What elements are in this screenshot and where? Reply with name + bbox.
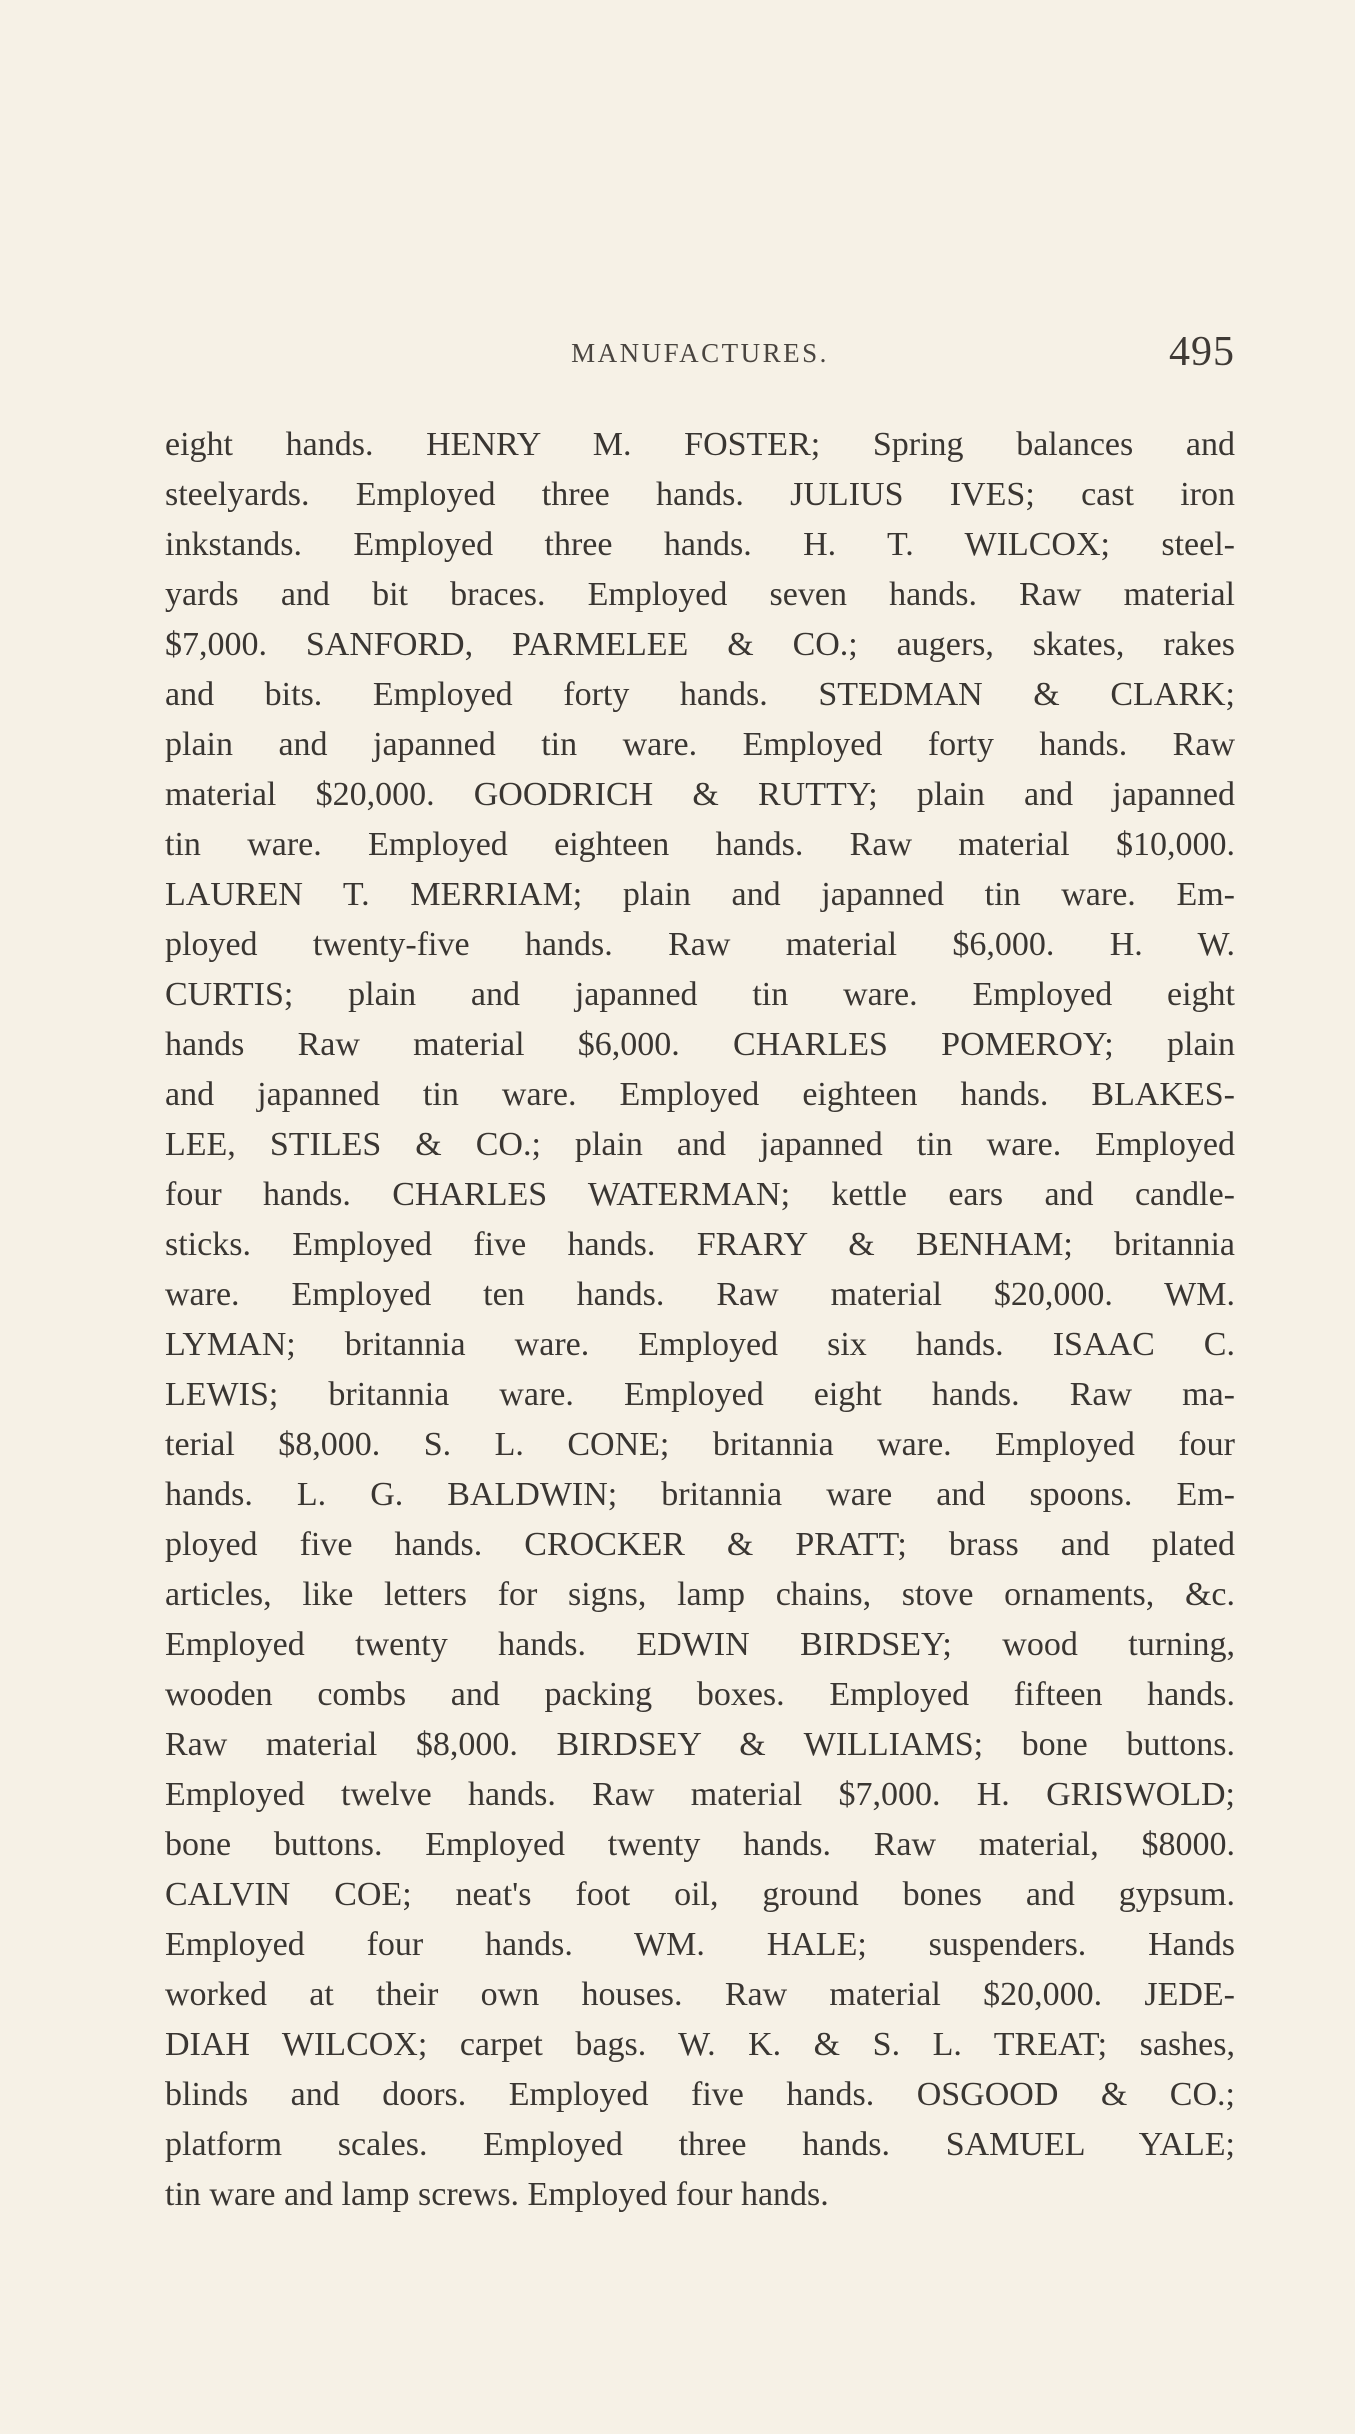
- text-line: DIAH WILCOX; carpet bags. W. K. & S. L. TREAT; sashes,: [165, 2026, 1235, 2063]
- text-line: hands Raw material $6,000. CHARLES POMEROY; plain: [165, 1026, 1235, 1063]
- text-line: four hands. CHARLES WATERMAN; kettle ears and candle-: [165, 1176, 1235, 1213]
- text-line: sticks. Employed five hands. FRARY & BENHAM; britannia: [165, 1226, 1235, 1263]
- text-line: blinds and doors. Employed five hands. OSGOOD & CO.;: [165, 2076, 1235, 2113]
- text-line: LAUREN T. MERRIAM; plain and japanned tin ware. Em-: [165, 876, 1235, 913]
- text-line: material $20,000. GOODRICH & RUTTY; plain and japanned: [165, 776, 1235, 813]
- text-line: Employed four hands. WM. HALE; suspenders. Hands: [165, 1926, 1235, 1963]
- text-line: worked at their own houses. Raw material $20,000. JEDE-: [165, 1976, 1235, 2013]
- text-line: hands. L. G. BALDWIN; britannia ware and spoons. Em-: [165, 1476, 1235, 1513]
- running-head: [165, 328, 1235, 388]
- text-line: tin ware and lamp screws. Employed four hands.: [165, 2176, 829, 2213]
- text-line: LYMAN; britannia ware. Employed six hands. ISAAC C.: [165, 1326, 1235, 1363]
- text-line: steelyards. Employed three hands. JULIUS IVES; cast iron: [165, 476, 1235, 513]
- text-line: and japanned tin ware. Employed eighteen hands. BLAKES-: [165, 1076, 1235, 1113]
- text-line: $7,000. SANFORD, PARMELEE & CO.; augers, skates, rakes: [165, 626, 1235, 663]
- text-line: wooden combs and packing boxes. Employed fifteen hands.: [165, 1676, 1235, 1713]
- text-line: terial $8,000. S. L. CONE; britannia ware. Employed four: [165, 1426, 1235, 1463]
- text-line: eight hands. HENRY M. FOSTER; Spring balances and: [165, 426, 1235, 463]
- running-title: MANUFACTURES.: [571, 338, 829, 368]
- text-line: plain and japanned tin ware. Employed forty hands. Raw: [165, 726, 1235, 763]
- text-line: articles, like letters for signs, lamp chains, stove ornaments, &c.: [165, 1576, 1235, 1613]
- text-line: ware. Employed ten hands. Raw material $20,000. WM.: [165, 1276, 1235, 1313]
- text-line: yards and bit braces. Employed seven hands. Raw material: [165, 576, 1235, 613]
- text-line: and bits. Employed forty hands. STEDMAN & CLARK;: [165, 676, 1235, 713]
- text-line: Employed twelve hands. Raw material $7,000. H. GRISWOLD;: [165, 1776, 1235, 1813]
- text-line: ployed twenty-five hands. Raw material $6,000. H. W.: [165, 926, 1235, 963]
- text-line: inkstands. Employed three hands. H. T. WILCOX; steel-: [165, 526, 1235, 563]
- text-line: ployed five hands. CROCKER & PRATT; brass and plated: [165, 1526, 1235, 1563]
- text-line: LEE, STILES & CO.; plain and japanned tin ware. Employed: [165, 1126, 1235, 1163]
- text-line: bone buttons. Employed twenty hands. Raw material, $8000.: [165, 1826, 1235, 1863]
- text-line: Employed twenty hands. EDWIN BIRDSEY; wood turning,: [165, 1626, 1235, 1663]
- text-line: platform scales. Employed three hands. SAMUEL YALE;: [165, 2126, 1235, 2163]
- text-line: Raw material $8,000. BIRDSEY & WILLIAMS; bone buttons.: [165, 1726, 1235, 1763]
- text-line: tin ware. Employed eighteen hands. Raw material $10,000.: [165, 826, 1235, 863]
- page-number: 495: [1169, 329, 1235, 375]
- body-text: [165, 420, 1235, 2220]
- text-line: LEWIS; britannia ware. Employed eight hands. Raw ma-: [165, 1376, 1235, 1413]
- text-line: CALVIN COE; neat's foot oil, ground bones and gypsum.: [165, 1876, 1235, 1913]
- text-line: CURTIS; plain and japanned tin ware. Employed eight: [165, 976, 1235, 1013]
